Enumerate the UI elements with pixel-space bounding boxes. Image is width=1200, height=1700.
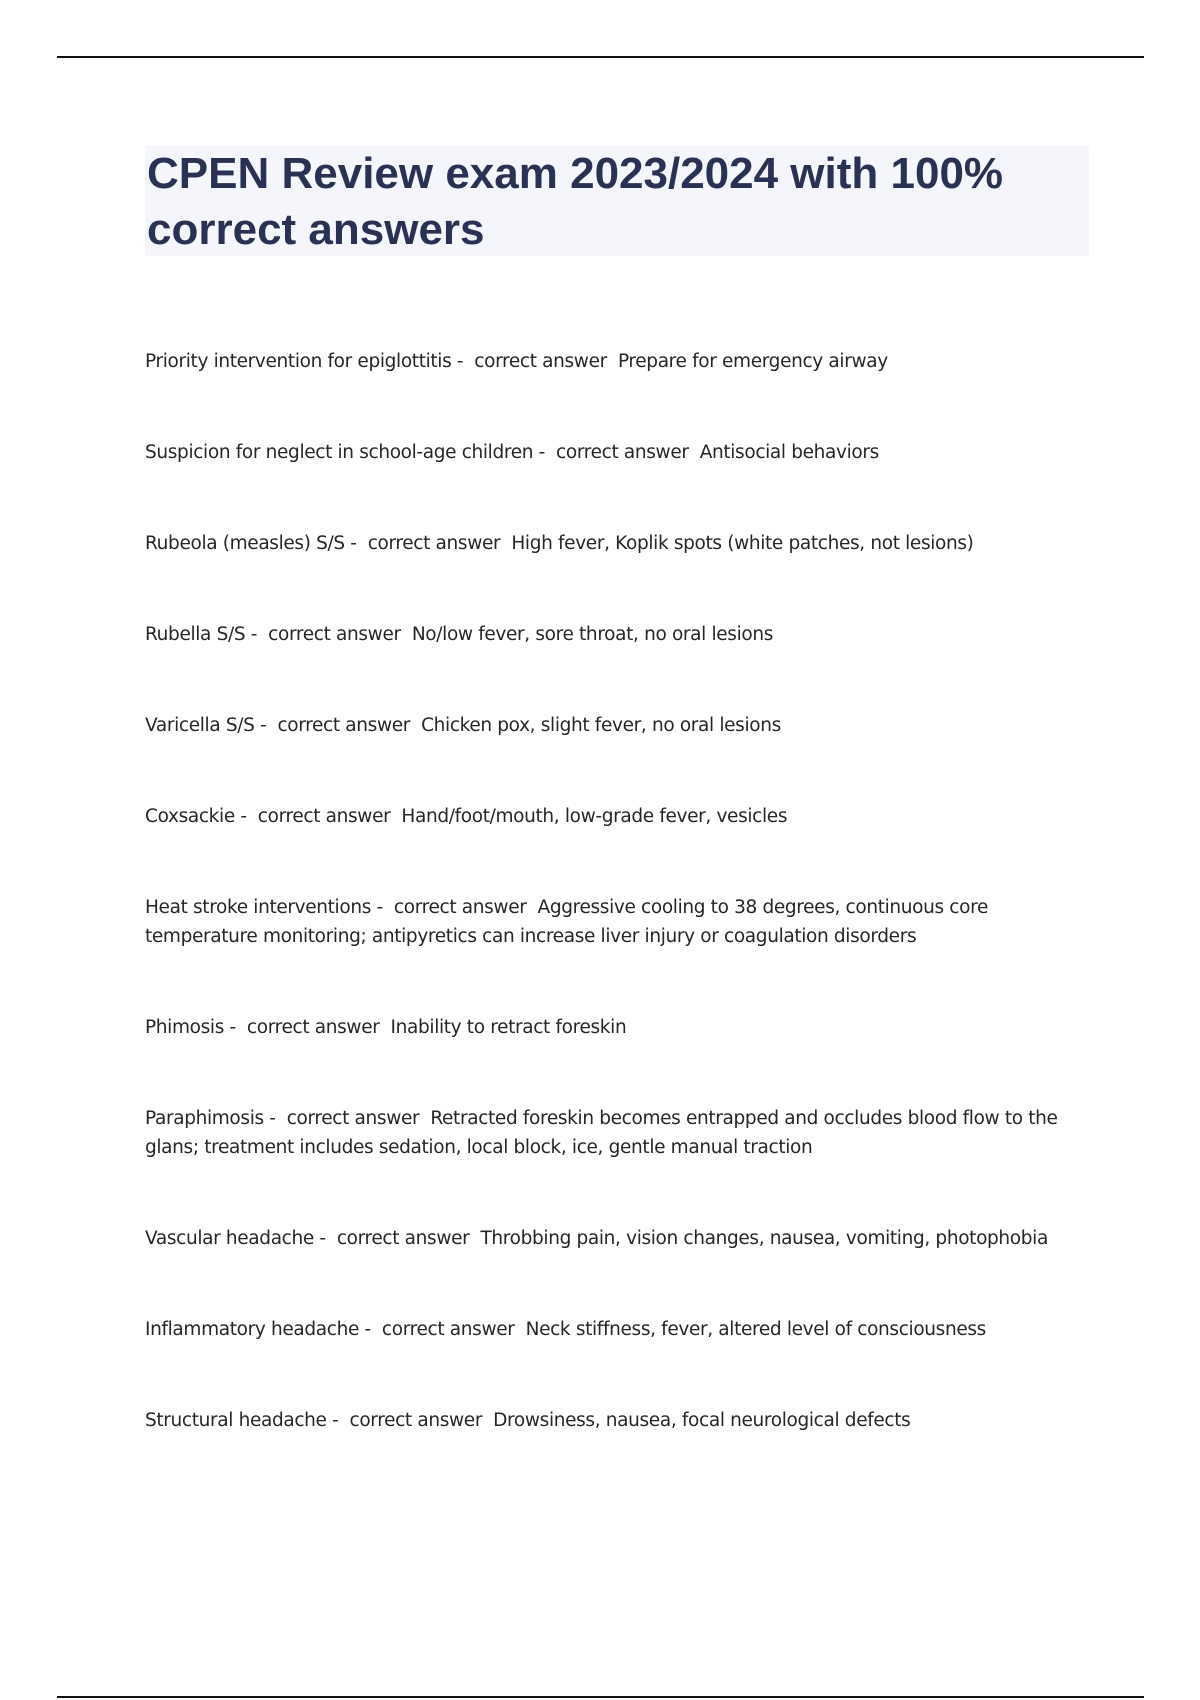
answer-text: Antisocial behaviors	[699, 442, 879, 463]
qa-list	[145, 347, 1090, 1497]
answer-text: Throbbing pain, vision changes, nausea, vomiting, photophobia	[480, 1228, 1048, 1249]
answer-text: Retracted foreskin becomes entrapped and occludes blood flow to the glans; treatment includes sedation, local block, ice, gentle manual traction	[145, 1108, 1064, 1158]
title-banner	[145, 146, 1089, 256]
answer-separator: - correct answer	[245, 624, 412, 645]
question-text: Structural headache	[145, 1410, 327, 1431]
answer-separator: - correct answer	[359, 1319, 526, 1340]
answer-text: Aggressive cooling to 38 degrees, continuous core temperature monitoring; antipyretics can increase liver injury or coagulation disorders	[145, 897, 994, 947]
question-text: Coxsackie	[145, 806, 235, 827]
answer-separator: - correct answer	[234, 806, 402, 827]
list-item	[145, 1315, 1090, 1344]
list-item	[145, 711, 1090, 740]
question-text: Priority intervention for epiglottitis	[145, 351, 452, 372]
question-text: Heat stroke interventions	[145, 897, 371, 918]
question-text: Varicella S/S	[145, 715, 255, 736]
answer-text: Neck stiffness, fever, altered level of consciousness	[525, 1319, 986, 1340]
answer-text: Chicken pox, slight fever, no oral lesions	[421, 715, 781, 736]
list-item	[145, 529, 1090, 558]
question-text: Phimosis	[145, 1017, 224, 1038]
question-text: Vascular headache	[145, 1228, 314, 1249]
bottom-divider	[57, 1696, 1144, 1698]
page-title: CPEN Review exam 2023/2024 with 100% correct answers	[147, 149, 1004, 254]
answer-separator: - correct answer	[326, 1410, 494, 1431]
list-item	[145, 893, 1090, 951]
list-item	[145, 438, 1090, 467]
answer-text: Drowsiness, nausea, focal neurological defects	[493, 1410, 911, 1431]
list-item	[145, 1013, 1090, 1042]
answer-text: Hand/foot/mouth, low-grade fever, vesicles	[401, 806, 788, 827]
list-item	[145, 620, 1090, 649]
answer-separator: - correct answer	[263, 1108, 431, 1129]
question-text: Inflammatory headache	[145, 1319, 360, 1340]
answer-separator: - correct answer	[254, 715, 422, 736]
answer-text: Prepare for emergency airway	[617, 351, 888, 372]
answer-separator: - correct answer	[313, 1228, 481, 1249]
list-item	[145, 1224, 1090, 1253]
answer-text: No/low fever, sore throat, no oral lesions	[411, 624, 774, 645]
answer-text: Inability to retract foreskin	[390, 1017, 627, 1038]
answer-separator: - correct answer	[223, 1017, 391, 1038]
answer-separator: - correct answer	[451, 351, 618, 372]
top-divider	[57, 56, 1144, 58]
list-item	[145, 802, 1090, 831]
list-item	[145, 1406, 1090, 1435]
answer-text: High fever, Koplik spots (white patches, not lesions)	[511, 533, 974, 554]
question-text: Suspicion for neglect in school-age children	[145, 442, 534, 463]
question-text: Rubeola (measles) S/S	[145, 533, 345, 554]
list-item	[145, 347, 1090, 376]
question-text: Rubella S/S	[145, 624, 246, 645]
answer-separator: - correct answer	[370, 897, 538, 918]
list-item	[145, 1104, 1090, 1162]
answer-separator: - correct answer	[344, 533, 512, 554]
question-text: Paraphimosis	[145, 1108, 264, 1129]
answer-separator: - correct answer	[533, 442, 700, 463]
